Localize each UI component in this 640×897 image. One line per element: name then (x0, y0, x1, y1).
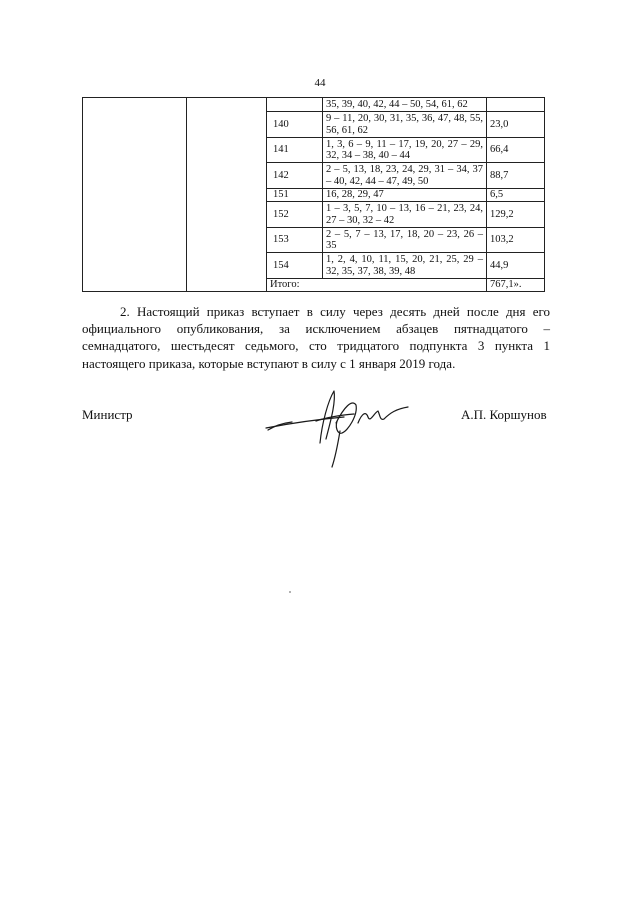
effective-date-paragraph: 2. Настоящий приказ вступает в силу через десять дней после дня его официального опубликования, за исключением абзацев пятнадцатого – семнадцатого, шестьдесят седьмого, сто тридцатого подпункта 3 пункта 1 настоящего приказа, которые вступают в силу с 1 января 2019 года. (82, 304, 550, 371)
signatory-title: Министр (82, 407, 133, 422)
table-cell-value (487, 98, 545, 112)
table-cell-number: 151 (267, 189, 323, 202)
table-total-label: Итого: (267, 279, 487, 292)
table-cell-list: 1 – 3, 5, 7, 10 – 13, 16 – 21, 23, 24, 27 – 30, 32 – 42 (323, 202, 487, 228)
table-cell-number: 140 (267, 112, 323, 138)
table-cell-list: 16, 28, 29, 47 (323, 189, 487, 202)
table-cell-number (267, 98, 323, 112)
table-cell-list: 1, 3, 6 – 9, 11 – 17, 19, 20, 27 – 29, 32, 34 – 38, 40 – 44 (323, 138, 487, 163)
page-number: 44 (314, 77, 326, 89)
table-cell-value: 6,5 (487, 189, 545, 202)
handwritten-signature (262, 383, 412, 478)
table-cell-number: 153 (267, 228, 323, 253)
table-cell-list: 2 – 5, 13, 18, 23, 24, 29, 31 – 34, 37 – 40, 42, 44 – 47, 49, 50 (323, 163, 487, 189)
table-cell-list: 9 – 11, 20, 30, 31, 35, 36, 47, 48, 55, 56, 61, 62 (323, 112, 487, 138)
table-cell-value: 103,2 (487, 228, 545, 253)
signatory-name: А.П. Коршунов (461, 407, 547, 422)
table-row (83, 98, 545, 112)
table-total-value: 767,1». (487, 279, 545, 292)
scan-speck (289, 591, 291, 593)
table-cell-value: 129,2 (487, 202, 545, 228)
table-cell-number: 141 (267, 138, 323, 163)
table-cell-value: 23,0 (487, 112, 545, 138)
table-cell-list: 1, 2, 4, 10, 11, 15, 20, 21, 25, 29 – 32, 35, 37, 38, 39, 48 (323, 253, 487, 279)
table-cell-number: 152 (267, 202, 323, 228)
table-cell-empty-1 (83, 98, 187, 292)
table-cell-list: 35, 39, 40, 42, 44 – 50, 54, 61, 62 (323, 98, 487, 112)
table-cell-list: 2 – 5, 7 – 13, 17, 18, 20 – 23, 26 – 35 (323, 228, 487, 253)
table-cell-number: 154 (267, 253, 323, 279)
table-cell-value: 88,7 (487, 163, 545, 189)
table-cell-value: 66,4 (487, 138, 545, 163)
table-cell-value: 44,9 (487, 253, 545, 279)
allocation-table (82, 97, 545, 292)
table-cell-number: 142 (267, 163, 323, 189)
table-cell-empty-2 (187, 98, 267, 292)
